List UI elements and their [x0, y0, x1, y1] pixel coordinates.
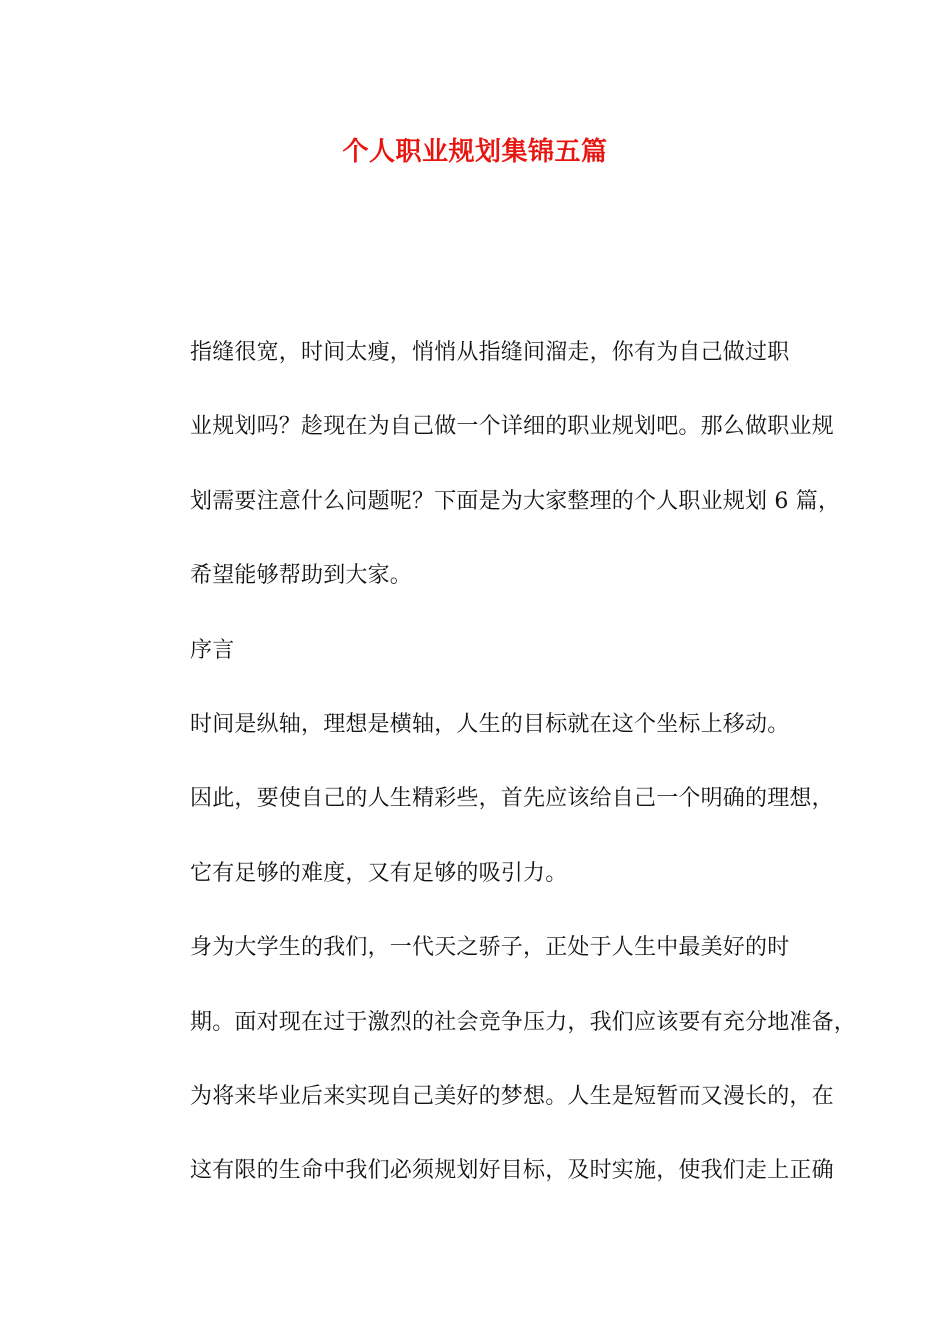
document-body	[146, 316, 857, 1209]
paragraph-preface-heading	[146, 614, 811, 688]
paragraph-line: 这有限的生命中我们必须规划好目标，及时实施，使我们走上正确	[190, 1158, 834, 1184]
paragraph-intro	[146, 316, 841, 614]
paragraph-line: 因此，要使自己的人生精彩些，首先应该给自己一个明确的理想，	[190, 786, 834, 812]
document-title: 个人职业规划集锦五篇	[342, 137, 608, 167]
paragraph-line: 身为大学生的我们，一代天之骄子，正处于人生中最美好的时	[190, 935, 790, 961]
paragraph-line: 期。面对现在过于激烈的社会竞争压力，我们应该要有充分地准备，	[190, 1009, 857, 1035]
paragraph-line: 它有足够的难度，又有足够的吸引力。	[190, 860, 568, 886]
paragraph-line: 为将来毕业后来实现自己美好的梦想。人生是短暂而又漫长的，在	[190, 1084, 834, 1110]
paragraph-line: 指缝很宽，时间太瘦，悄悄从指缝间溜走，你有为自己做过职	[190, 340, 790, 365]
paragraph-student	[146, 911, 857, 1209]
paragraph-line: 时间是纵轴，理想是横轴，人生的目标就在这个坐标上移动。	[190, 712, 790, 738]
paragraph-preface	[146, 688, 834, 911]
paragraph-line: 业规划吗？趁现在为自己做一个详细的职业规划吧。那么做职业规	[190, 414, 834, 440]
paragraph-line: 划需要注意什么问题呢？下面是为大家整理的个人职业规划 6 篇，	[190, 488, 841, 514]
paragraph-line: 希望能够帮助到大家。	[190, 563, 413, 589]
paragraph-line: 序言	[190, 637, 235, 663]
